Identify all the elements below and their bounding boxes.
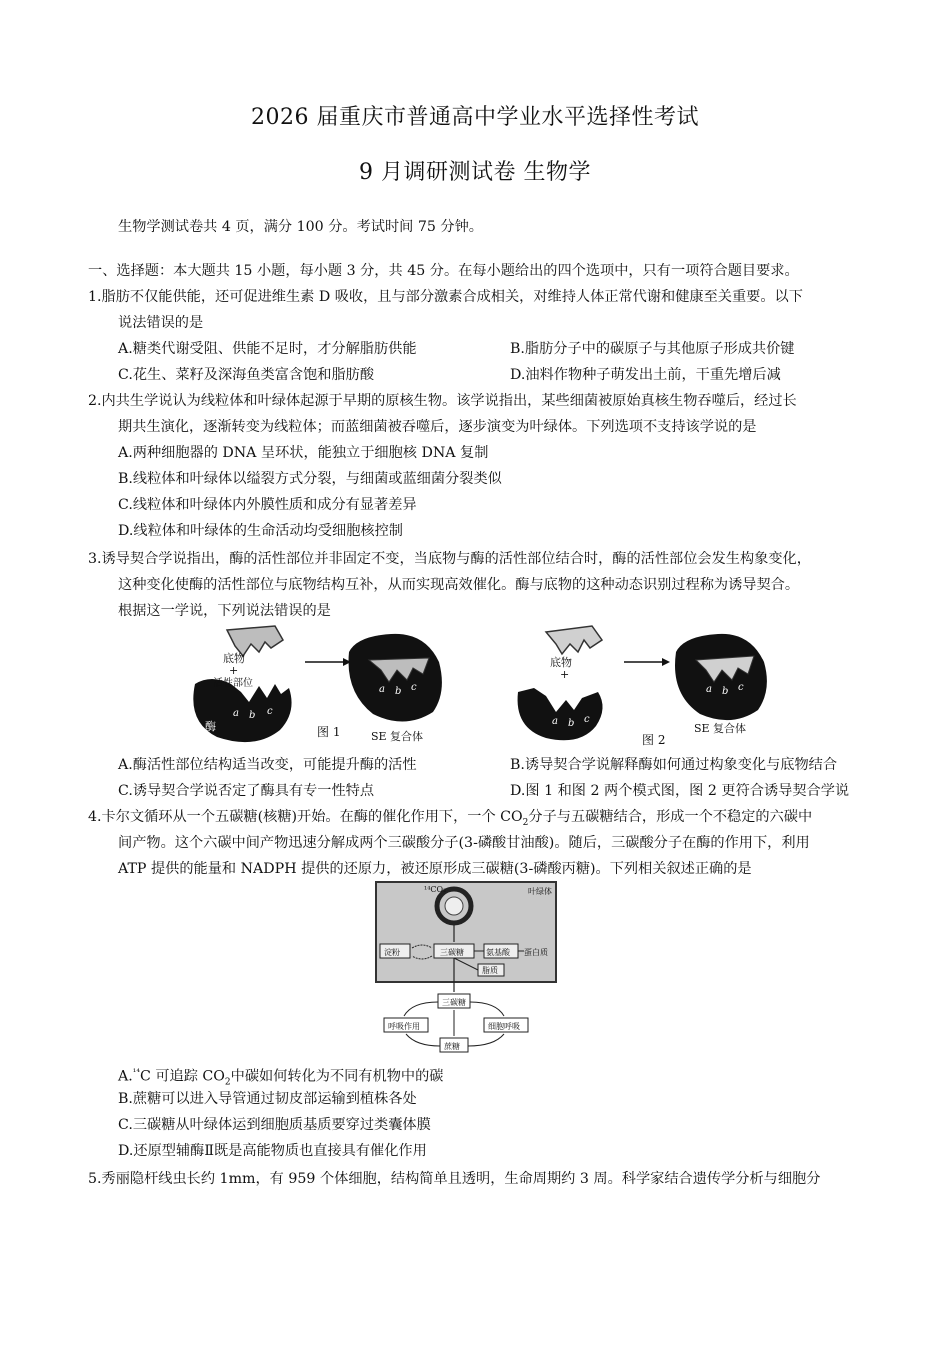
q3-stem-line3: 根据这一学说，下列说法错误的是 bbox=[118, 603, 331, 619]
q4-option-c: C.三碳糖从叶绿体运到细胞质基质要穿过类囊体膜 bbox=[118, 1117, 431, 1133]
q4-option-a-pre: A. bbox=[118, 1068, 133, 1085]
q4-stem-line1-b: 分子与五碳糖结合，形成一个不稳定的六碳中 bbox=[528, 809, 813, 825]
q4-option-b: B.蔗糖可以进入导管通过韧皮部运输到植株各处 bbox=[118, 1091, 417, 1107]
q2-option-c: C.线粒体和叶绿体内外膜性质和成分有显著差异 bbox=[118, 497, 417, 513]
q4-option-a-sub: 2 bbox=[224, 1077, 231, 1088]
q2-option-d: D.线粒体和叶绿体的生命活动均受细胞核控制 bbox=[118, 523, 403, 539]
fig1-plus: + bbox=[229, 664, 239, 677]
fig2-caption: 图 2 bbox=[642, 733, 666, 747]
exam-title-line1: 2026 届重庆市普通高中学业水平选择性考试 bbox=[251, 105, 699, 130]
calvin-cycle-center bbox=[445, 897, 463, 915]
q1-option-a: A.糖类代谢受阻、供能不足时，才分解脂肪供能 bbox=[118, 341, 417, 357]
q3-option-b: B.诱导契合学说解释酶如何通过构象变化与底物结合 bbox=[510, 757, 838, 773]
co2-label: ¹⁴CO₂ bbox=[424, 885, 447, 894]
q4-option-a-sup: ¹⁴ bbox=[132, 1068, 140, 1078]
fig2-enzyme-shape bbox=[518, 688, 603, 740]
q3-option-c: C.诱导契合学说否定了酶具有专一性特点 bbox=[118, 783, 375, 799]
section-heading: 一、选择题：本大题共 15 小题，每小题 3 分，共 45 分。在每小题给出的四个选项中，只有一项符合题目要求。 bbox=[88, 263, 799, 279]
q4-option-a-post: 中碳如何转化为不同有机物中的碳 bbox=[230, 1068, 444, 1085]
fig2-substrate-shape bbox=[546, 626, 602, 654]
triose2-right-arc bbox=[470, 1002, 504, 1016]
fig2-complex-c: c bbox=[738, 682, 744, 693]
fig1-complex-c: c bbox=[411, 682, 417, 693]
q5-stem-line1: 5.秀丽隐杆线虫长约 1mm，有 959 个体细胞，结构简单且透明，生命周期约 3 周。科学家结合遗传学分析与细胞分 bbox=[88, 1171, 821, 1187]
q2-stem-line2: 期共生演化，逐渐转变为线粒体；而蓝细菌被吞噬后，逐步演变为叶绿体。下列选项不支持该学说的是 bbox=[118, 419, 757, 435]
fig1-substrate-label: 底物 bbox=[223, 652, 245, 665]
fig1-site-label: 活性部位 bbox=[213, 678, 253, 689]
fig1-complex-label: SE 复合体 bbox=[371, 730, 424, 743]
triose-label: 三碳糖 bbox=[440, 948, 464, 957]
fig2-complex-b: b bbox=[722, 686, 729, 697]
fig1-site-c: c bbox=[267, 706, 273, 717]
chloroplast-label: 叶绿体 bbox=[528, 887, 552, 896]
enzyme-figure-2 bbox=[512, 622, 782, 747]
respiration1-label: 呼吸作用 bbox=[388, 1022, 420, 1031]
fig1-complex-a: a bbox=[379, 684, 385, 695]
protein-label: 蛋白质 bbox=[524, 948, 548, 957]
q1-option-d: D.油料作物种子萌发出土前，干重先增后减 bbox=[510, 367, 781, 383]
enzyme-figure-1 bbox=[185, 622, 485, 747]
fig2-complex-enzyme bbox=[675, 634, 767, 720]
fig2-substrate-label: 底物 bbox=[550, 656, 572, 669]
triose2-left-arc bbox=[404, 1002, 438, 1016]
fig2-site-a: a bbox=[552, 716, 558, 727]
calvin-cycle-diagram bbox=[372, 878, 560, 1058]
triose2-label: 三碳糖 bbox=[442, 998, 466, 1007]
q3-option-a: A.酶活性部位结构适当改变，可能提升酶的活性 bbox=[118, 757, 417, 773]
q4-option-d: D.还原型辅酶Ⅱ既是高能物质也直接具有催化作用 bbox=[118, 1143, 427, 1159]
amino-label: 氨基酸 bbox=[486, 948, 510, 957]
fig2-complex-label: SE 复合体 bbox=[694, 722, 747, 735]
fig1-complex-enzyme bbox=[349, 634, 442, 722]
q3-option-d: D.图 1 和图 2 两个模式图，图 2 更符合诱导契合学说 bbox=[510, 783, 850, 799]
fig2-plus: + bbox=[560, 668, 570, 681]
sucrose-right-arc bbox=[468, 1034, 504, 1046]
q2-stem-line1: 2.内共生学说认为线粒体和叶绿体起源于早期的原核生物。该学说指出，某些细菌被原始真核生物吞噬后，经过长 bbox=[88, 393, 797, 409]
q4-stem-line1-a: 4.卡尔文循环从一个五碳糖(核糖)开始。在酶的催化作用下，一个 CO bbox=[88, 809, 523, 825]
q3-stem-line1: 3.诱导契合学说指出，酶的活性部位并非固定不变，当底物与酶的活性部位结合时，酶的活性部位会发生构象变化， bbox=[88, 551, 811, 567]
respiration2-label: 细胞呼吸 bbox=[488, 1022, 520, 1031]
q2-option-b: B.线粒体和叶绿体以缢裂方式分裂，与细菌或蓝细菌分裂类似 bbox=[118, 471, 502, 487]
fig2-site-c: c bbox=[584, 714, 590, 725]
sucrose-label: 蔗糖 bbox=[444, 1042, 460, 1051]
q4-stem-line1-sub: 2 bbox=[522, 817, 529, 828]
q1-stem-line2: 说法错误的是 bbox=[118, 315, 204, 331]
q4-stem-line3: ATP 提供的能量和 NADPH 提供的还原力，被还原形成三碳糖(3-磷酸丙糖)。下列相关叙述正确的是 bbox=[118, 861, 752, 877]
intro-text: 生物学测试卷共 4 页，满分 100 分。考试时间 75 分钟。 bbox=[118, 219, 483, 235]
q1-option-c: C.花生、菜籽及深海鱼类富含饱和脂肪酸 bbox=[118, 367, 375, 383]
q4-stem-line2: 间产物。这个六碳中间产物迅速分解成两个三碳酸分子(3-磷酸甘油酸)。随后，三碳酸分子在酶的作用下，利用 bbox=[118, 835, 810, 851]
q4-option-a bbox=[118, 1064, 443, 1092]
fig2-site-b: b bbox=[568, 718, 575, 729]
starch-label: 淀粉 bbox=[384, 948, 400, 957]
fig2-complex-a: a bbox=[706, 684, 712, 695]
q1-option-b: B.脂肪分子中的碳原子与其他原子形成共价键 bbox=[510, 341, 795, 357]
q4-stem-line1 bbox=[88, 808, 812, 832]
fig1-enzyme-label: 酶 bbox=[205, 720, 216, 733]
q3-stem-line2: 这种变化使酶的活性部位与底物结构互补，从而实现高效催化。酶与底物的这种动态识别过程称为诱导契合。 bbox=[118, 577, 800, 593]
q4-option-a-mid: C 可追踪 CO bbox=[139, 1068, 225, 1085]
fig1-site-b: b bbox=[249, 710, 256, 721]
fig2-arrow-head bbox=[662, 658, 670, 666]
exam-title-line2: 9 月调研测试卷 生物学 bbox=[359, 160, 591, 185]
lipid-label: 脂质 bbox=[482, 966, 498, 975]
q2-option-a: A.两种细胞器的 DNA 呈环状，能独立于细胞核 DNA 复制 bbox=[118, 445, 489, 461]
sucrose-left-arc bbox=[406, 1034, 440, 1046]
fig1-caption: 图 1 bbox=[317, 725, 341, 739]
q1-stem-line1: 1.脂肪不仅能供能，还可促进维生素 D 吸收，且与部分激素合成相关，对维持人体正常代谢和健康至关重要。以下 bbox=[88, 289, 803, 305]
fig1-complex-b: b bbox=[395, 686, 402, 697]
fig1-site-a: a bbox=[233, 708, 239, 719]
